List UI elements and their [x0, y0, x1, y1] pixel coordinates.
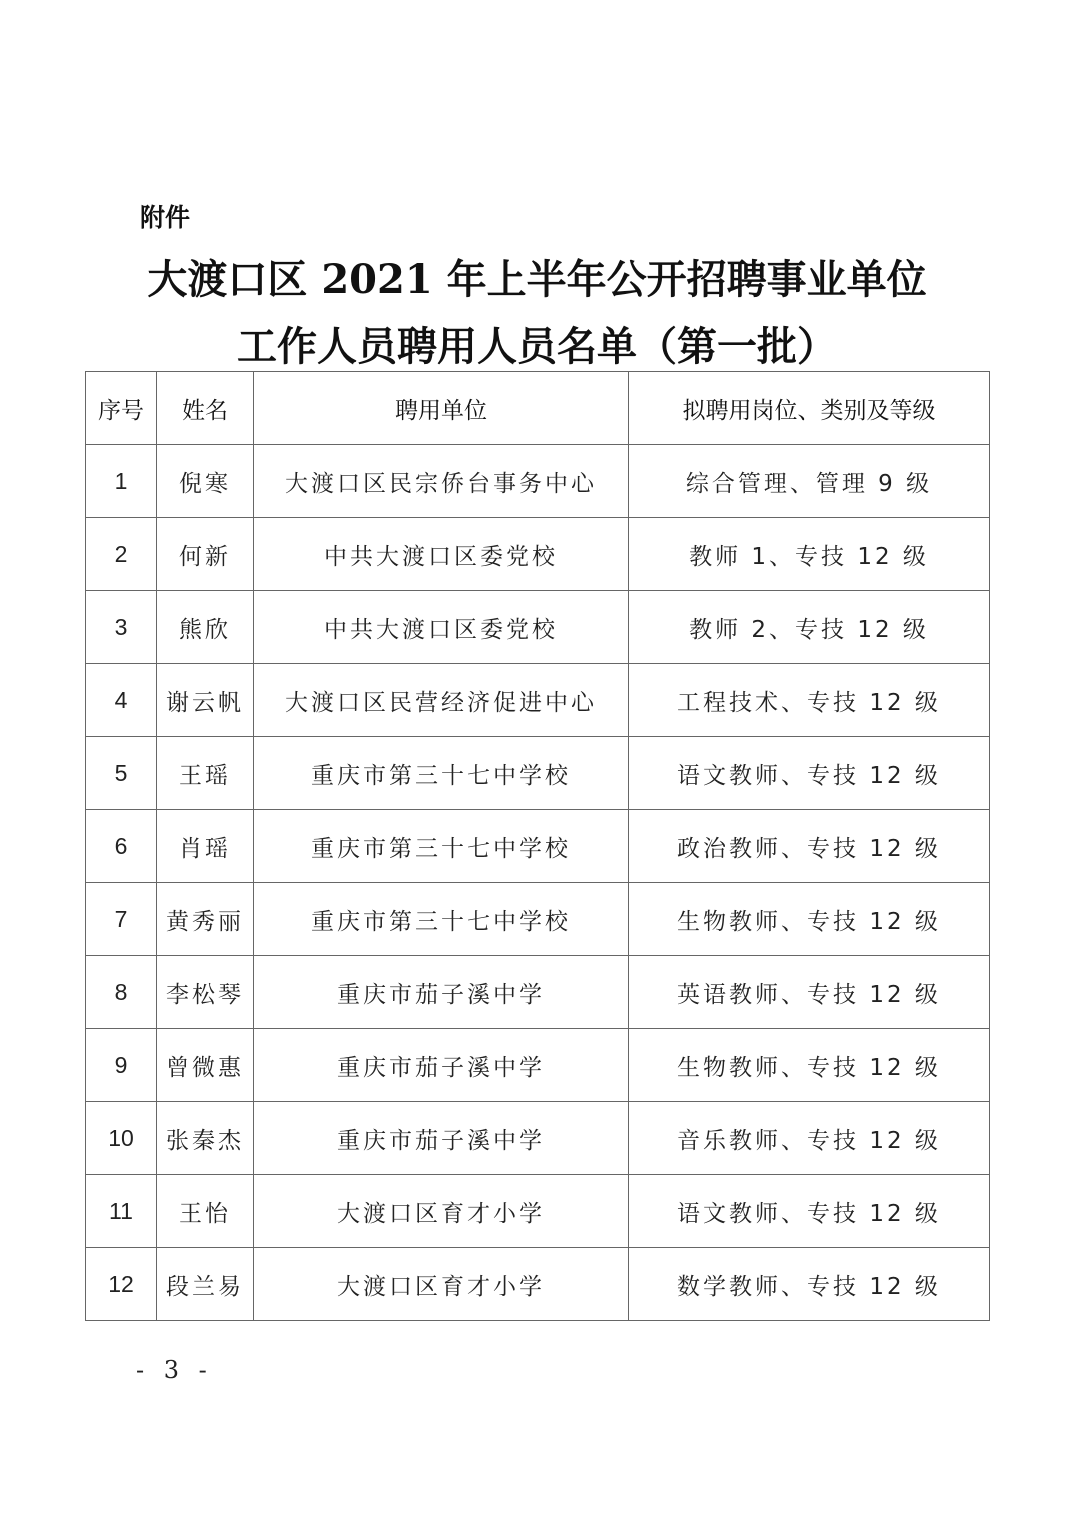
table-row	[86, 445, 990, 518]
table-row	[86, 591, 990, 664]
cell-position: 教师 1、专技 12 级	[629, 518, 990, 591]
cell-unit: 重庆市第三十七中学校	[254, 883, 629, 956]
cell-name: 曾微惠	[157, 1029, 254, 1102]
header-unit: 聘用单位	[254, 372, 629, 445]
cell-position: 工程技术、专技 12 级	[629, 664, 990, 737]
table-header-row	[86, 372, 990, 445]
cell-unit: 大渡口区民营经济促进中心	[254, 664, 629, 737]
cell-unit: 大渡口区民宗侨台事务中心	[254, 445, 629, 518]
attachment-label: 附件	[140, 203, 191, 232]
cell-position: 语文教师、专技 12 级	[629, 737, 990, 810]
header-no: 序号	[86, 372, 157, 445]
page-number: - 3 -	[136, 1356, 213, 1384]
table-row	[86, 810, 990, 883]
cell-name: 张秦杰	[157, 1102, 254, 1175]
cell-name: 肖瑶	[157, 810, 254, 883]
cell-position: 政治教师、专技 12 级	[629, 810, 990, 883]
cell-no: 3	[86, 591, 157, 664]
cell-no: 1	[86, 445, 157, 518]
cell-no: 10	[86, 1102, 157, 1175]
cell-no: 4	[86, 664, 157, 737]
table-row	[86, 883, 990, 956]
cell-name: 王瑶	[157, 737, 254, 810]
cell-position: 音乐教师、专技 12 级	[629, 1102, 990, 1175]
document-title-line2: 工作人员聘用人员名单（第一批）	[237, 323, 837, 370]
cell-name: 谢云帆	[157, 664, 254, 737]
header-name: 姓名	[157, 372, 254, 445]
cell-name: 何新	[157, 518, 254, 591]
cell-no: 7	[86, 883, 157, 956]
cell-unit: 大渡口区育才小学	[254, 1175, 629, 1248]
cell-position: 综合管理、管理 9 级	[629, 445, 990, 518]
cell-no: 2	[86, 518, 157, 591]
table-row	[86, 956, 990, 1029]
cell-position: 生物教师、专技 12 级	[629, 883, 990, 956]
cell-no: 8	[86, 956, 157, 1029]
cell-no: 12	[86, 1248, 157, 1321]
cell-name: 黄秀丽	[157, 883, 254, 956]
table-row	[86, 518, 990, 591]
cell-name: 王怡	[157, 1175, 254, 1248]
cell-unit: 重庆市第三十七中学校	[254, 737, 629, 810]
cell-position: 语文教师、专技 12 级	[629, 1175, 990, 1248]
cell-name: 倪寒	[157, 445, 254, 518]
cell-position: 数学教师、专技 12 级	[629, 1248, 990, 1321]
cell-name: 熊欣	[157, 591, 254, 664]
document-title-line1: 大渡口区 2021 年上半年公开招聘事业单位	[147, 256, 927, 303]
table-row	[86, 737, 990, 810]
cell-unit: 重庆市茄子溪中学	[254, 956, 629, 1029]
table-row	[86, 664, 990, 737]
cell-no: 9	[86, 1029, 157, 1102]
table-row	[86, 1029, 990, 1102]
cell-unit: 重庆市第三十七中学校	[254, 810, 629, 883]
cell-unit: 中共大渡口区委党校	[254, 591, 629, 664]
cell-name: 李松琴	[157, 956, 254, 1029]
cell-unit: 重庆市茄子溪中学	[254, 1029, 629, 1102]
hiring-roster-table	[85, 371, 990, 1321]
cell-no: 11	[86, 1175, 157, 1248]
header-position: 拟聘用岗位、类别及等级	[629, 372, 990, 445]
cell-position: 教师 2、专技 12 级	[629, 591, 990, 664]
table-row	[86, 1102, 990, 1175]
cell-no: 5	[86, 737, 157, 810]
cell-no: 6	[86, 810, 157, 883]
cell-unit: 重庆市茄子溪中学	[254, 1102, 629, 1175]
cell-unit: 大渡口区育才小学	[254, 1248, 629, 1321]
table-row	[86, 1248, 990, 1321]
cell-position: 生物教师、专技 12 级	[629, 1029, 990, 1102]
cell-position: 英语教师、专技 12 级	[629, 956, 990, 1029]
table-row	[86, 1175, 990, 1248]
cell-name: 段兰易	[157, 1248, 254, 1321]
cell-unit: 中共大渡口区委党校	[254, 518, 629, 591]
